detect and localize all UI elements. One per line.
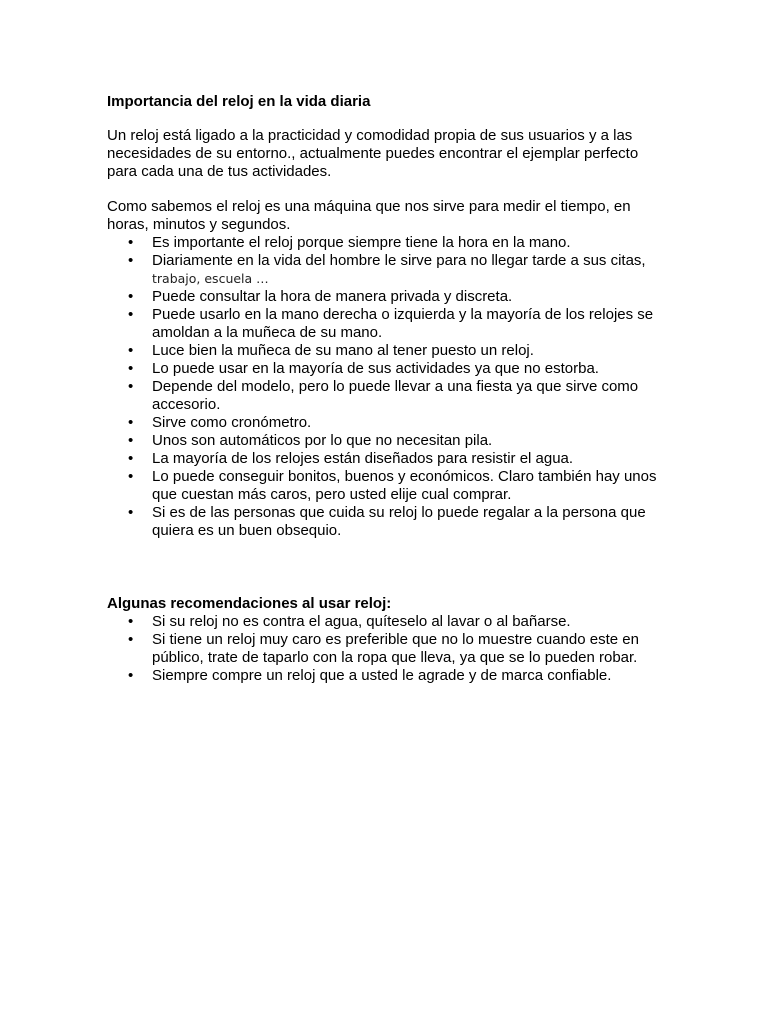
- list-item: [107, 414, 667, 432]
- list-item-text: La mayoría de los relojes están diseñados para resistir el agua.: [152, 450, 574, 467]
- list-item: [107, 342, 667, 360]
- bullet-icon: •: [128, 613, 134, 630]
- list-item-text: Lo puede conseguir bonitos, buenos y económicos. Claro también hay unos que cuestan más caros, pero usted elije cual comprar.: [152, 468, 657, 503]
- list-item: [107, 432, 667, 450]
- list-item-text: Siempre compre un reloj que a usted le agrade y de marca confiable.: [152, 667, 612, 684]
- list-item: [107, 468, 667, 504]
- bullet-icon: •: [128, 342, 134, 359]
- list-item: [107, 667, 667, 685]
- bullet-icon: •: [128, 667, 134, 684]
- list-item-text: Lo puede usar en la mayoría de sus actividades ya que no estorba.: [152, 360, 599, 377]
- list-item: [107, 631, 667, 667]
- definition-paragraph: Como sabemos el reloj es una máquina que nos sirve para medir el tiempo, en horas, minutos y segundos.: [107, 198, 631, 233]
- bullet-icon: •: [128, 378, 134, 395]
- list-item-text: Si su reloj no es contra el agua, quíteselo al lavar o al bañarse.: [152, 613, 571, 630]
- list-item-text: Diariamente en la vida del hombre le sirve para no llegar tarde a sus citas,: [152, 252, 646, 269]
- intro-paragraph: Un reloj está ligado a la practicidad y comodidad propia de sus usuarios y a las necesidades de su entorno., actualmente puedes encontrar el ejemplar perfecto para cada una de tus actividades.: [107, 127, 639, 180]
- list-item-text: Si es de las personas que cuida su reloj lo puede regalar a la persona que quiera es un buen obsequio.: [152, 504, 646, 539]
- list-item-text: Puede usarlo en la mano derecha o izquierda y la mayoría de los relojes se amoldan a la muñeca de su mano.: [152, 306, 654, 341]
- list-item: [107, 306, 667, 342]
- bullet-icon: •: [128, 234, 134, 251]
- list-item: [107, 252, 667, 288]
- list-item: [107, 288, 667, 306]
- list-item: [107, 613, 667, 631]
- recommendations-heading: Algunas recomendaciones al usar reloj:: [107, 595, 392, 612]
- bullet-icon: •: [128, 252, 134, 269]
- list-item-text: Unos son automáticos por lo que no necesitan pila.: [152, 432, 493, 449]
- list-item-text: Si tiene un reloj muy caro es preferible que no lo muestre cuando este en público, trate de taparlo con la ropa que lleva, ya que se lo pueden robar.: [152, 631, 639, 666]
- list-item-text: Luce bien la muñeca de su mano al tener puesto un reloj.: [152, 342, 534, 359]
- bullet-icon: •: [128, 360, 134, 377]
- list-item-text: Sirve como cronómetro.: [152, 414, 312, 431]
- bullet-icon: •: [128, 432, 134, 449]
- list-item: [107, 360, 667, 378]
- bullet-icon: •: [128, 504, 134, 521]
- recommendations-list: [107, 613, 667, 685]
- bullet-icon: •: [128, 306, 134, 323]
- list-item: [107, 378, 667, 414]
- list-item-text: Es importante el reloj porque siempre tiene la hora en la mano.: [152, 234, 571, 251]
- list-item: [107, 234, 667, 252]
- document-page: [107, 93, 667, 685]
- list-item: [107, 504, 667, 540]
- list-item-text: Puede consultar la hora de manera privada y discreta.: [152, 288, 513, 305]
- bullet-icon: •: [128, 468, 134, 485]
- list-item-text: Depende del modelo, pero lo puede llevar a una fiesta ya que sirve como accesorio.: [152, 378, 639, 413]
- list-item: [107, 450, 667, 468]
- bullet-icon: •: [128, 450, 134, 467]
- bullet-icon: •: [128, 288, 134, 305]
- bullet-icon: •: [128, 414, 134, 431]
- bullet-icon: •: [128, 631, 134, 648]
- document-title: Importancia del reloj en la vida diaria: [107, 93, 371, 110]
- list-item-continuation: trabajo, escuela …: [152, 271, 269, 286]
- importance-list: [107, 234, 667, 540]
